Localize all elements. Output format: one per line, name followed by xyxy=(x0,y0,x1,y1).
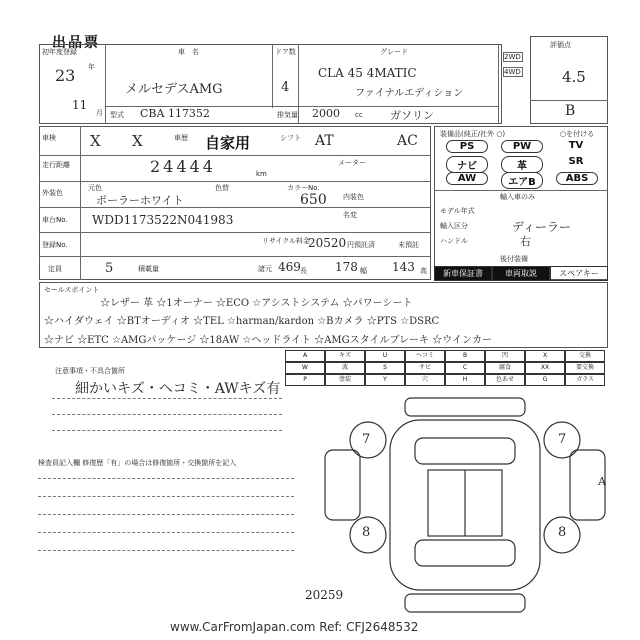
handle-value: 右 xyxy=(520,235,531,248)
legend-cell: Y xyxy=(365,374,405,386)
shift-label: シフト xyxy=(280,134,301,142)
import-car-label: 輸入車のみ xyxy=(500,193,535,201)
width-value: 178 xyxy=(335,260,358,274)
handle-label: ハンドル xyxy=(440,237,468,245)
legend-cell: U xyxy=(365,350,405,362)
shaken-month: X xyxy=(132,132,143,150)
interior-grade-value: B xyxy=(565,103,576,119)
legend-cell: H xyxy=(445,374,485,386)
equipment-1: PW xyxy=(501,140,543,153)
mark-rear-left: 8 xyxy=(362,525,371,540)
car-diagram xyxy=(320,390,610,620)
displacement-label: 排気量 xyxy=(277,111,298,119)
legend-cell: 波 xyxy=(325,362,365,374)
owner-label: 名変 xyxy=(343,211,357,219)
footer-ref: www.CarFromJapan.com Ref: CFJ2648532 xyxy=(170,620,419,634)
legend-cell: 交換 xyxy=(565,350,605,362)
chassis-value: WDD1173522N041983 xyxy=(92,213,234,227)
recycle-label: リサイクル料金 xyxy=(262,237,311,245)
notes-value: 細かいキズ・ヘコミ・AWキズ有 xyxy=(75,381,281,397)
mark-front-left: 7 xyxy=(362,432,371,447)
recycle-value: 20520 xyxy=(308,236,347,250)
legend-cell: ガラス xyxy=(565,374,605,386)
width-label: 幅 xyxy=(360,267,367,275)
fuel-value: ガソリン xyxy=(390,109,434,122)
sales-line-2: ☆ハイダウェイ ☆BTオーディオ ☆TEL ☆harman/kardon ☆Bカメラ ☆PTS ☆DSRC xyxy=(44,316,440,327)
reg-month: 11 xyxy=(72,98,88,112)
grade-line1: CLA 45 4MATIC xyxy=(318,66,417,80)
mark-front-right: 7 xyxy=(558,432,567,447)
legend-cell: XX xyxy=(525,362,565,374)
legend-cell: B xyxy=(445,350,485,362)
reg-year: 23 xyxy=(55,66,76,85)
car-name-value: メルセデスAMG xyxy=(125,82,223,97)
first-reg-label: 初年度登録 xyxy=(42,48,77,56)
km-label: km xyxy=(256,170,267,178)
grade-line2: ファイナルエディション xyxy=(355,88,464,99)
model-code-value: CBA 117352 xyxy=(140,107,210,120)
usage-label: 車歴 xyxy=(174,134,188,142)
exterior-color-value: ポーラーホワイト xyxy=(96,194,184,207)
legend-cell: 要交換 xyxy=(565,362,605,374)
length-label: 長 xyxy=(300,267,307,275)
damage-legend xyxy=(285,350,608,386)
legend-cell: P xyxy=(285,374,325,386)
equipment-0: PS xyxy=(446,140,488,153)
displacement-value: 2000 xyxy=(312,107,340,120)
mark-rear-right: 8 xyxy=(558,525,567,540)
color-origin-label: 元色 xyxy=(88,184,102,192)
shift-value: AT xyxy=(315,133,334,149)
color-change-label: 色替 xyxy=(215,184,229,192)
chassis-label: 車台No. xyxy=(42,216,68,224)
year-suffix: 年 xyxy=(88,63,95,71)
equipment-5: SR xyxy=(568,156,584,167)
score-value: 4.5 xyxy=(562,68,586,86)
rear-equipment-label: 後付装備 xyxy=(500,255,528,263)
cc-label: cc xyxy=(355,111,363,119)
notes-label: 注意事項・不具合箇所 xyxy=(55,367,125,375)
legend-cell: A xyxy=(285,350,325,362)
new-warranty-tag: 新車保証書 xyxy=(434,266,492,281)
grade-label: グレード xyxy=(380,48,408,56)
capacity-label: 定員 xyxy=(48,265,62,273)
color-code-value: 650 xyxy=(300,192,327,208)
doors-value: 4 xyxy=(281,80,290,95)
doors-label: ドア数 xyxy=(275,48,296,56)
legend-cell: 腐食 xyxy=(485,362,525,374)
shaken-label: 車検 xyxy=(42,134,56,142)
dimensions-label: 諸元 xyxy=(258,265,272,273)
repair-note-label: 検査員記入欄 修復歴「有」の場合は修復箇所・交換箇所を記入 xyxy=(38,459,237,467)
spare-key-tag: スペアキー xyxy=(550,266,608,281)
usage-value: 自家用 xyxy=(205,134,251,152)
equipment-2: TV xyxy=(568,140,584,151)
legend-cell: 穴 xyxy=(405,374,445,386)
not-deposit-label: 未預託 xyxy=(398,241,419,249)
circle-note-label: ○を付ける xyxy=(560,130,595,138)
sales-line-1: ☆レザー 革 ☆1オーナー ☆ECO ☆アシストシステム ☆パワーシート xyxy=(100,298,413,309)
legend-cell: 凹 xyxy=(485,350,525,362)
legend-cell: G xyxy=(525,374,565,386)
legend-cell: X xyxy=(525,350,565,362)
registration-label: 登録No. xyxy=(42,241,68,249)
legend-cell: 塗装 xyxy=(325,374,365,386)
length-value: 469 xyxy=(278,260,301,274)
color-code-label: カラーNo. xyxy=(287,184,320,192)
yen-deposit-label: 円預託済 xyxy=(347,241,375,249)
legend-cell: キズ xyxy=(325,350,365,362)
sheet-title: 出品票 xyxy=(52,35,100,51)
equipment-4: 革 xyxy=(501,156,543,173)
legend-cell: サビ xyxy=(405,362,445,374)
legend-cell: S xyxy=(365,362,405,374)
equipment-3: ナビ xyxy=(446,156,488,173)
shaken-year: X xyxy=(90,132,101,150)
height-label: 高 xyxy=(420,267,427,275)
legend-cell: C xyxy=(445,362,485,374)
month-suffix: 月 xyxy=(96,109,103,117)
import-class-value: ディーラー xyxy=(512,220,572,234)
interior-color-label: 内装色 xyxy=(343,193,364,201)
ac-value: AC xyxy=(397,133,418,149)
import-class-label: 輸入区分 xyxy=(440,222,468,230)
legend-cell: 色あせ xyxy=(485,374,525,386)
sales-points-label: セールスポイント xyxy=(44,286,100,294)
sales-line-3: ☆ナビ ☆ETC ☆AMGパッケージ ☆18AW ☆ヘッドライト ☆AMGスタイルブレーキ ☆ウインカー xyxy=(44,335,492,346)
equipment-grid xyxy=(438,140,606,188)
equipment-7: エアB xyxy=(501,172,543,189)
load-label: 積載量 xyxy=(138,265,159,273)
equipment-6: AW xyxy=(446,172,488,185)
legend-cell: W xyxy=(285,362,325,374)
score-label: 評価点 xyxy=(550,41,571,49)
car-number: 20259 xyxy=(305,588,344,602)
car-name-label: 車 名 xyxy=(178,48,199,56)
meter-label: メーター xyxy=(338,159,366,167)
equipment-8: ABS xyxy=(556,172,598,185)
legend-cell: ヘコミ xyxy=(405,350,445,362)
model-code-label: 型式 xyxy=(110,111,124,119)
capacity-value: 5 xyxy=(105,261,114,276)
mileage-label: 走行距離 xyxy=(42,161,70,169)
mileage-value: 24444 xyxy=(150,157,216,176)
transmission-checks: 2WD 4WD xyxy=(503,52,523,82)
mark-side: A xyxy=(598,475,606,488)
manual-tag: 車両取説 xyxy=(492,266,550,281)
exterior-color-label: 外装色 xyxy=(42,189,63,197)
height-value: 143 xyxy=(392,260,415,274)
equipment-label: 装備品(純正/社外 ○) xyxy=(440,130,506,138)
model-year-label: モデル年式 xyxy=(440,207,475,215)
